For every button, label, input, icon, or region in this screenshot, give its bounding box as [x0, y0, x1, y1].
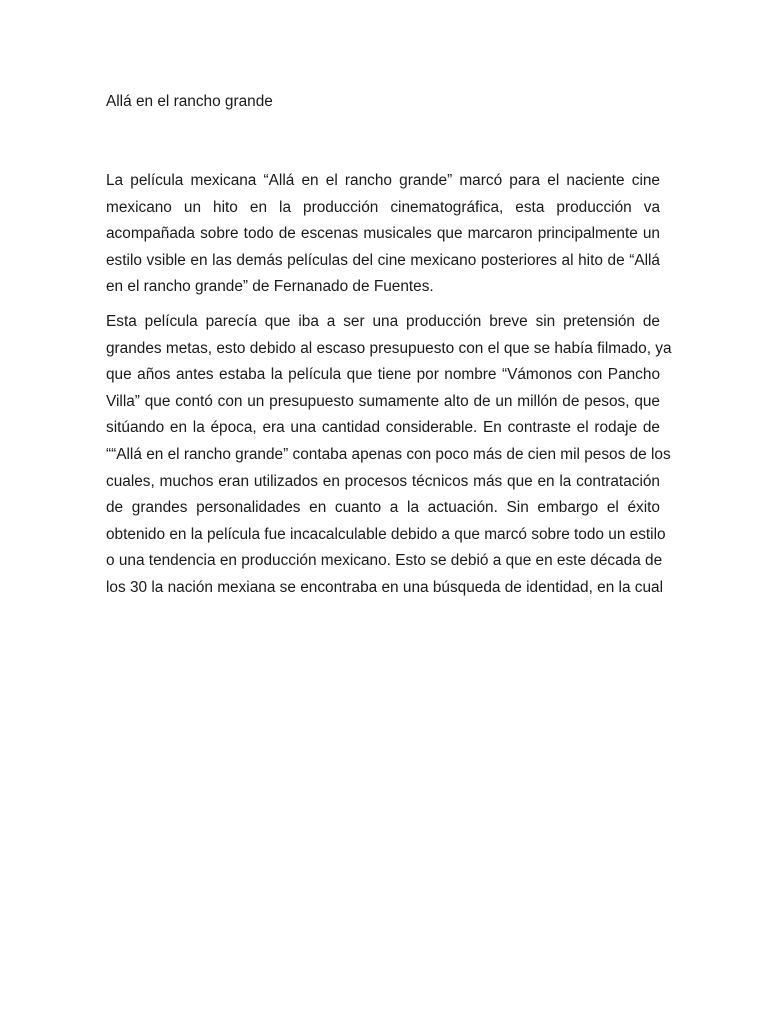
document-body	[106, 168, 672, 610]
paragraph-line: La película mexicana “Allá en el rancho grande” marcó para el naciente cine	[106, 172, 660, 189]
paragraph-line: grandes metas, esto debido al escaso presupuesto con el que se había filmado, ya	[106, 339, 672, 357]
paragraph-line: que años antes estaba la película que tiene por nombre “Vámonos con Pancho	[106, 366, 660, 384]
document-title: Allá en el rancho grande	[106, 93, 273, 110]
paragraph-line: estilo vsible en las demás películas del cine mexicano posteriores al hito de “Allá	[106, 251, 660, 269]
paragraph-line: o una tendencia en producción mexicano. Esto se debió a que en este década de	[106, 552, 663, 570]
paragraph-2	[106, 309, 672, 602]
paragraph-1	[106, 168, 660, 301]
paragraph-line: acompañada sobre todo de escenas musicales que marcaron principalmente un	[106, 225, 660, 243]
paragraph-line: Villa” que contó con un presupuesto sumamente alto de un millón de pesos, que	[106, 392, 660, 410]
paragraph-line: sitúando en la época, era una cantidad considerable. En contraste el rodaje de	[106, 419, 660, 437]
paragraph-line: obtenido en la película fue incacalculable debido a que marcó sobre todo un estilo	[106, 525, 666, 543]
paragraph-line: Esta película parecía que iba a ser una producción breve sin pretensión de	[106, 312, 660, 330]
paragraph-line: mexicano un hito en la producción cinematográfica, esta producción va	[106, 198, 660, 216]
paragraph-line: de grandes personalidades en cuanto a la actuación. Sin embargo el éxito	[106, 499, 660, 517]
paragraph-line: cuales, muchos eran utilizados en procesos técnicos más que en la contratación	[106, 472, 660, 490]
paragraph-line: ““Allá en el rancho grande” contaba apenas con poco más de cien mil pesos de los	[106, 445, 671, 463]
paragraph-line: los 30 la nación mexiana se encontraba en una búsqueda de identidad, en la cual	[106, 578, 664, 596]
paragraph-line: en el rancho grande” de Fernanado de Fuentes.	[106, 278, 434, 296]
